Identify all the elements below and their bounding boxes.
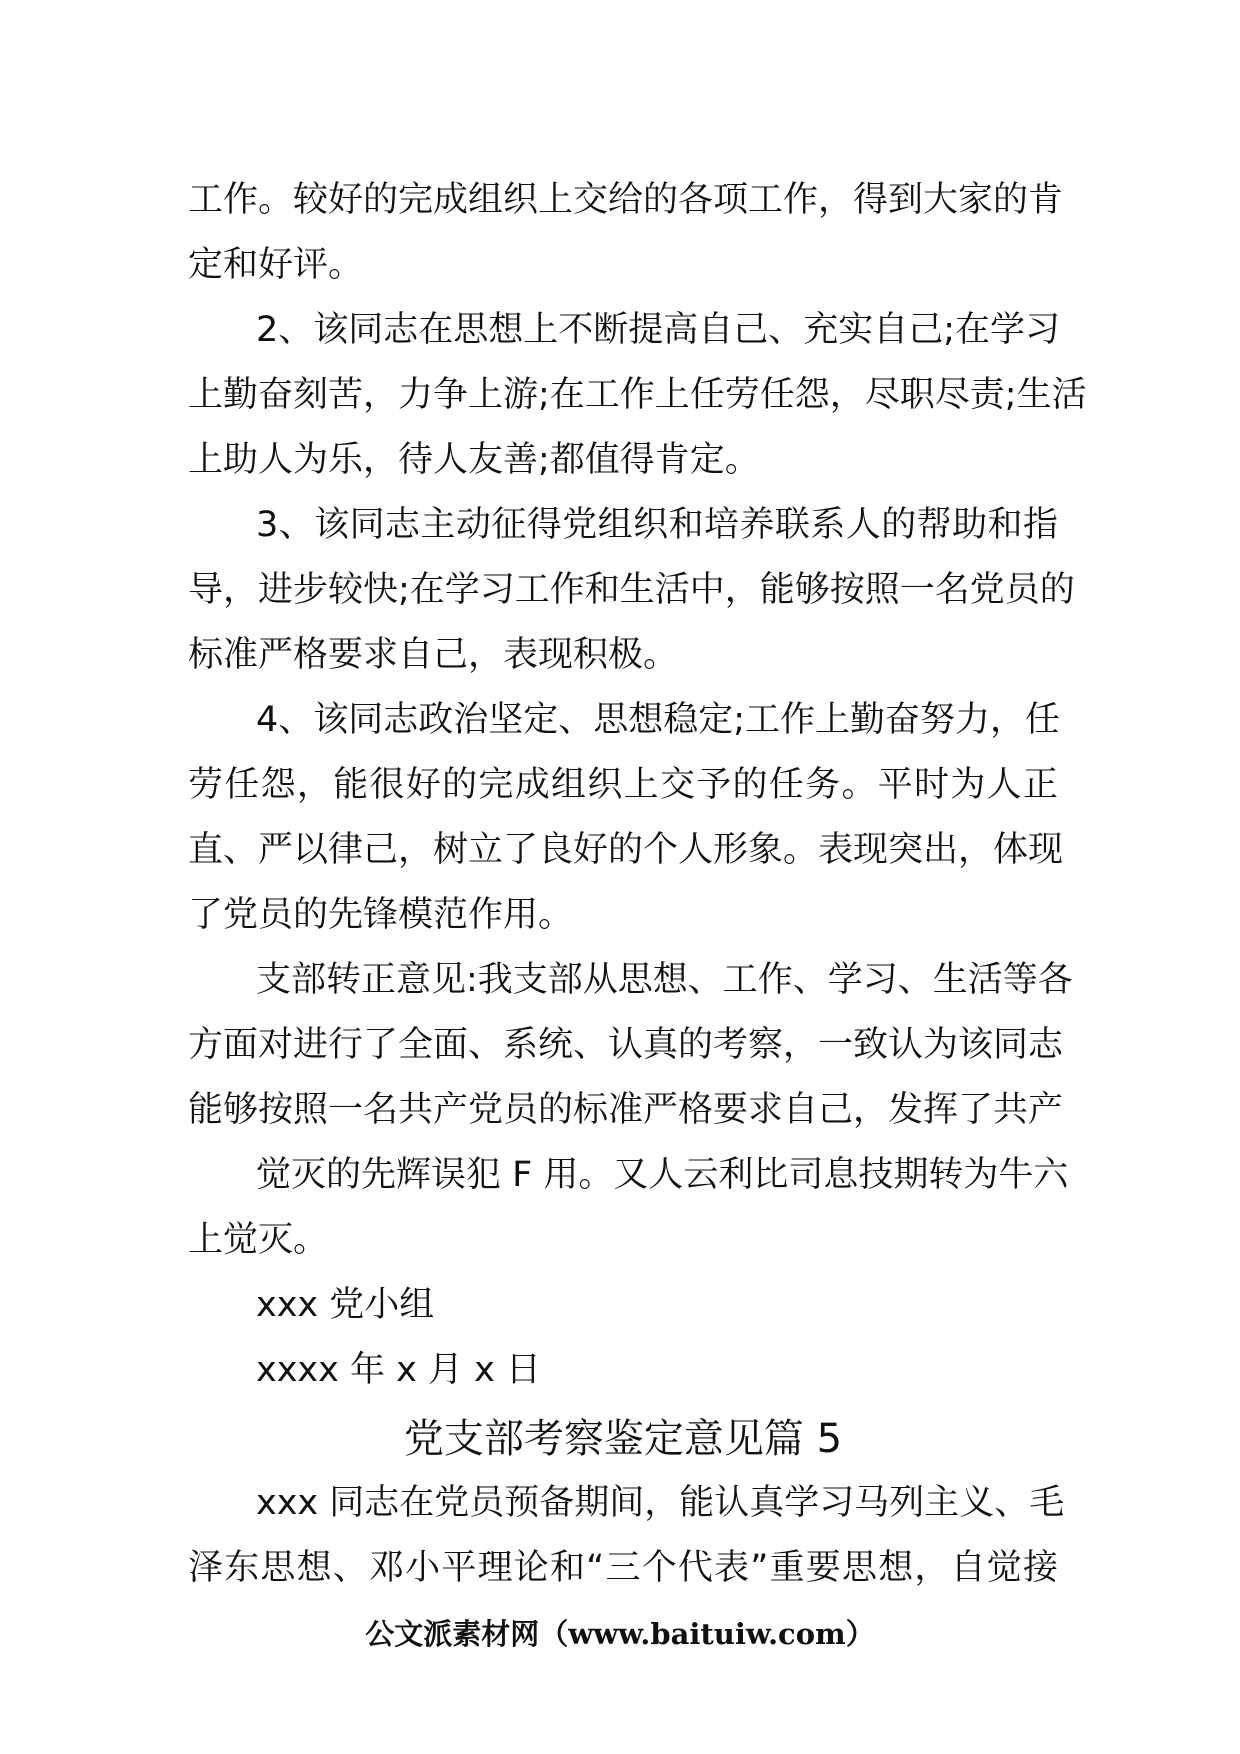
text-line: 了党员的先锋模范作用。 [188, 895, 574, 935]
text-line: 泽东思想、邓小平理论和“三个代表”重要思想，自觉接 [188, 1548, 1058, 1588]
text-line: 上助人为乐，待人友善;都值得肯定。 [188, 440, 760, 480]
paragraph-5-start: xxx 同志在党员预备期间，能认真学习马列主义、毛 [256, 1483, 1065, 1523]
paragraph-3-start: 3、该同志主动征得党组织和培养联系人的帮助和指 [256, 505, 1058, 545]
signature-date: xxxx 年 x 月 x 日 [256, 1350, 541, 1390]
text-line: 定和好评。 [188, 245, 364, 285]
paragraph-4-start: 4、该同志政治坚定、思想稳定;工作上勤奋努力，任 [256, 700, 1061, 740]
text-line: 导，进步较快;在学习工作和生活中，能够按照一名党员的 [188, 570, 1075, 610]
paragraph-2-start: 2、该同志在思想上不断提高自己、充实自己;在学习 [256, 310, 1061, 350]
footer-watermark: 公文派素材网（www.baituiw.com） [365, 1617, 875, 1651]
text-line: 工作。较好的完成组织上交给的各项工作，得到大家的肯 [188, 180, 1064, 220]
signature-group: xxx 党小组 [256, 1285, 435, 1325]
branch-opinion-start: 支部转正意见:我支部从思想、工作、学习、生活等各 [256, 960, 1073, 1000]
text-line: 能够按照一名共产党员的标准严格要求自己，发挥了共产 [188, 1090, 1064, 1130]
text-line: 方面对进行了全面、系统、认真的考察，一致认为该同志 [188, 1025, 1064, 1065]
text-line: 上勤奋刻苦，力争上游;在工作上任劳任怨，尽职尽责;生活 [188, 375, 1087, 415]
text-line: 直、严以律己，树立了良好的个人形象。表现突出，体现 [188, 830, 1064, 870]
text-line: 上觉灭。 [188, 1220, 329, 1260]
text-line: 劳任怨，能很好的完成组织上交予的任务。平时为人正 [188, 765, 1058, 805]
section-heading: 党支部考察鉴定意见篇 5 [403, 1416, 843, 1462]
text-line: 标准严格要求自己，表现积极。 [188, 635, 679, 675]
document-body [188, 168, 1087, 1601]
text-line: 觉灭的先辉误犯 F 用。又人云利比司息技期转为牛六 [256, 1155, 1069, 1195]
